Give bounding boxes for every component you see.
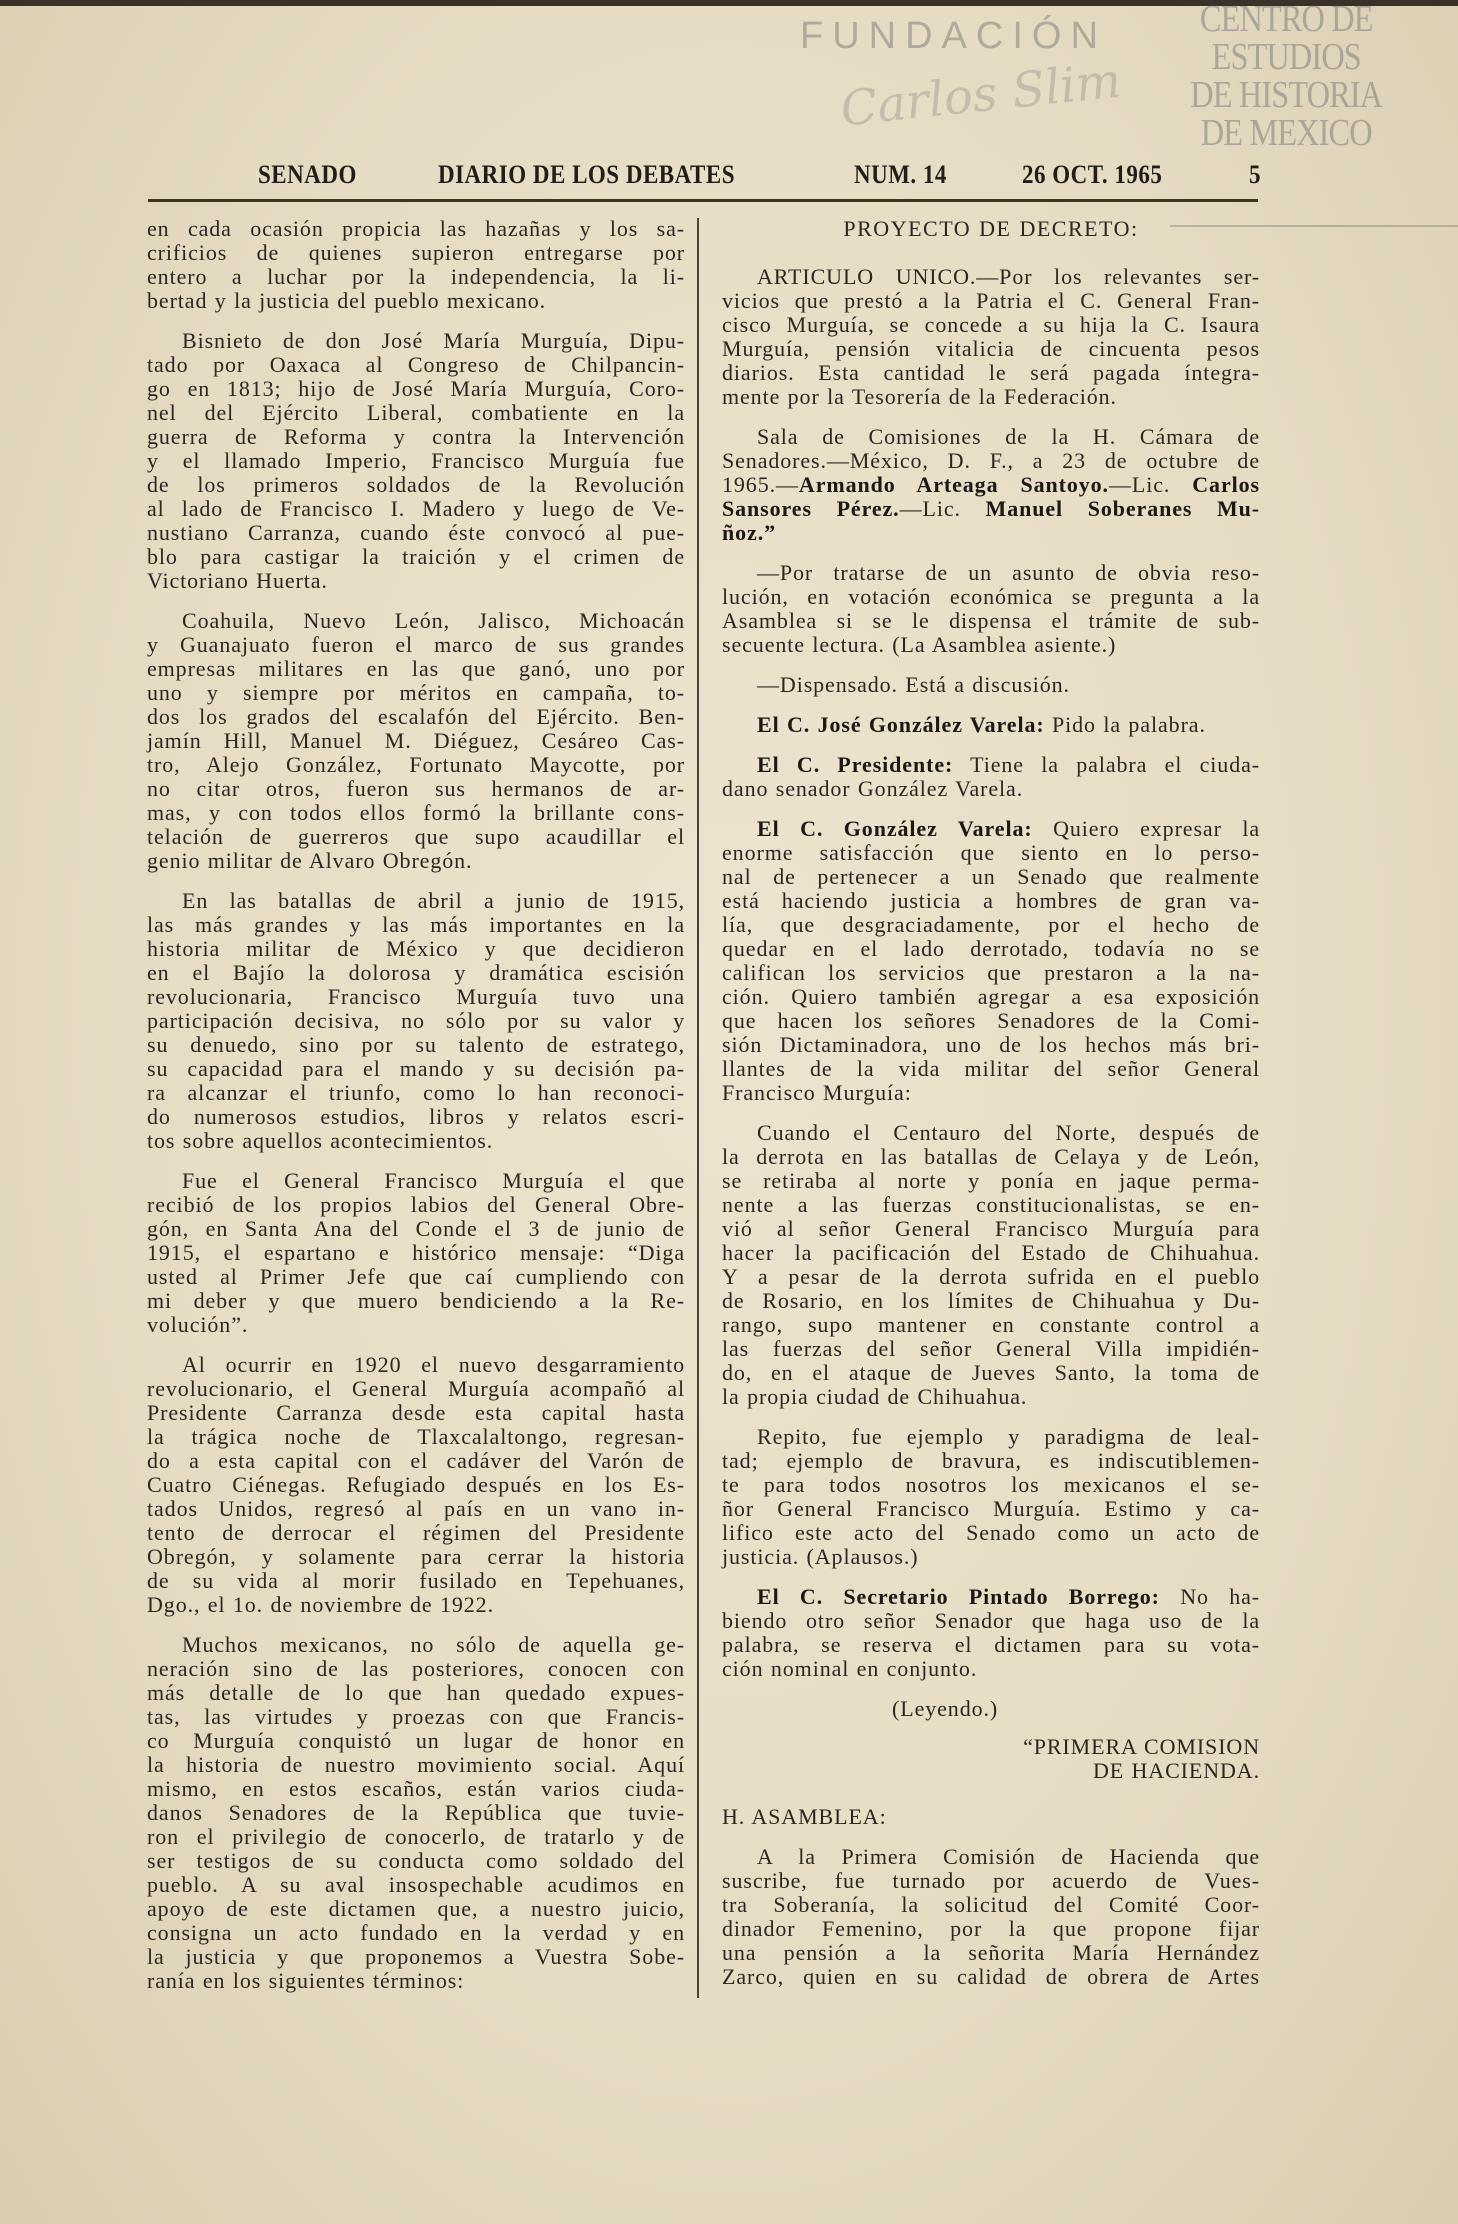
salute-block [722, 1805, 1260, 1829]
text-line: ra alcanzar el triunfo, como lo han reconoci- [147, 1080, 685, 1105]
watermark-foundation: FUNDACIÓN [800, 15, 1107, 57]
text-line: guerra de Reforma y contra la Intervención [147, 424, 685, 449]
text-line: “PRIMERA COMISION [1023, 1734, 1260, 1759]
watermark-line: CENTRO DE [1199, 0, 1373, 40]
text-line: DE HACIENDA. [1092, 1758, 1260, 1783]
speaker-name: Carlos [1192, 472, 1260, 497]
text-line: Coahuila, Nuevo León, Jalisco, Michoacán [182, 608, 685, 633]
running-header [0, 160, 1458, 190]
text-line: ranía en los siguientes términos: [147, 1968, 465, 1993]
text-line: que hacen los señores Senadores de la Comi- [722, 1008, 1260, 1033]
text-line: do numerosos estudios, libros y relatos escri- [147, 1104, 685, 1129]
text-line: las más grandes y las más importantes en la [147, 912, 685, 937]
text-line: lía, que desgraciadamente, por el hecho de [722, 912, 1260, 937]
text-run: Tiene la palabra el ciuda- [953, 752, 1260, 777]
left-column [147, 217, 685, 1993]
text-line: telación de guerreros que supo acaudillar el [147, 824, 685, 849]
text-line: danos Senadores de la República que tuvie- [147, 1800, 685, 1825]
text-line: nente a las fuerzas constitucionalistas, se en- [722, 1192, 1260, 1217]
text-line: está haciendo justicia a hombres de gran va- [722, 888, 1260, 913]
text-line: la trágica noche de Tlaxcalaltongo, regresan- [147, 1424, 685, 1449]
text-line: en cada ocasión propicia las hazañas y los sa- [147, 216, 685, 241]
text-line: nel del Ejército Liberal, combatiente en la [147, 400, 685, 425]
text-line: Zarco, quien en su calidad de obrera de Artes [722, 1964, 1260, 1989]
paragraph-block [722, 1585, 1260, 1681]
text-line: lifico este acto del Senado como un acto de [722, 1520, 1260, 1545]
paragraph-block [722, 817, 1260, 1105]
text-line [722, 521, 1260, 545]
speaker-name: El C. Secretario Pintado Borrego: [757, 1584, 1160, 1609]
text-line: genio militar de Alvaro Obregón. [147, 848, 473, 873]
text-line: tento de derrocar el régimen del Presidente [147, 1520, 685, 1545]
text-line: entero a luchar por la independencia, la li- [147, 264, 685, 289]
paragraph-block [722, 1121, 1260, 1409]
text-line: historia militar de México y que decidieron [147, 936, 685, 961]
paragraph-block [722, 561, 1260, 657]
text-line: usted al Primer Jefe que caí cumpliendo con [147, 1264, 685, 1289]
text-run: No ha- [1159, 1584, 1261, 1609]
text-line: H. ASAMBLEA: [722, 1804, 887, 1829]
text-line: A la Primera Comisión de Hacienda que [757, 1844, 1260, 1869]
text-line: una pensión a la señorita María Hernández [722, 1940, 1260, 1965]
header-date: 26 OCT. 1965 [1022, 160, 1163, 189]
text-line: consigna un acto fundado en la verdad y en [147, 1920, 685, 1945]
text-line: lución, en votación económica se pregunta a la [722, 584, 1260, 609]
text-line: ron el privilegio de conocerlo, de tratarlo y de [147, 1824, 685, 1849]
text-line: y Guanajuato fueron el marco de sus grandes [147, 632, 685, 657]
text-line: quedar en el lado derrotado, todavía no se [722, 936, 1260, 961]
text-line [722, 497, 1260, 521]
text-line: de su vida al morir fusilado en Tepehuanes, [147, 1568, 685, 1593]
text-line: tro, Alejo González, Fortunato Maycotte, por [147, 752, 685, 777]
paragraph-block [722, 1845, 1260, 1989]
speaker-name: El C. Presidente: [757, 752, 954, 777]
text-line: suscribe, fue turnado por acuerdo de Vues- [722, 1868, 1260, 1893]
paragraph-block [147, 329, 685, 593]
text-line: crificios de quienes supieron entregarse por [147, 240, 685, 265]
text-line: Asamblea si se le dispensa el trámite de sub- [722, 608, 1260, 633]
watermark-signature: Carlos Slim [837, 52, 1124, 138]
text-line [722, 473, 1260, 497]
sig-block [722, 1735, 1260, 1783]
text-line: ARTICULO UNICO.—Por los relevantes ser- [757, 264, 1260, 289]
text-line: revolucionaria, Francisco Murguía tuvo una [147, 984, 685, 1009]
text-line: tad; ejemplo de bravura, es indiscutiblemen- [722, 1448, 1260, 1473]
text-run: —Lic. [899, 496, 986, 521]
text-line: Bisnieto de don José María Murguía, Dipu- [182, 328, 685, 353]
text-run: Pido la palabra. [1044, 712, 1206, 737]
paragraph-block [722, 713, 1260, 737]
text-line: co Murguía conquistó un lugar de honor en [147, 1728, 685, 1753]
text-line: mismo, en estos escaños, están varios ciuda- [147, 1776, 685, 1801]
text-line: ción nominal en conjunto. [722, 1656, 978, 1681]
text-line: dos los grados del escalafón del Ejército. Ben- [147, 704, 685, 729]
text-line: Cuatro Ciénegas. Refugiado después en los Es- [147, 1472, 685, 1497]
text-line: ser testigos de su conducta como soldado del [147, 1848, 685, 1873]
text-line: cisco Murguía, se concede a su hija la C. Isaura [722, 312, 1260, 337]
text-line: go en 1813; hijo de José María Murguía, Coro- [147, 376, 685, 401]
text-line: ñor General Francisco Murguía. Estimo y ca- [722, 1496, 1260, 1521]
text-line: Cuando el Centauro del Norte, después de [757, 1120, 1260, 1145]
text-line: justicia. (Aplausos.) [722, 1544, 919, 1569]
text-line [722, 817, 1260, 841]
text-line: tas, las virtudes y proezas con que Francis- [147, 1704, 685, 1729]
text-line: tados Unidos, regresó al país en un vano in- [147, 1496, 685, 1521]
text-line: empresas militares en las que ganó, uno por [147, 656, 685, 681]
text-line: uno y siempre por méritos en campaña, to- [147, 680, 685, 705]
text-line: blo para castigar la traición y el crimen de [147, 544, 685, 569]
text-line: Repito, fue ejemplo y paradigma de leal- [757, 1424, 1260, 1449]
text-line: secuente lectura. (La Asamblea asiente.) [722, 632, 1117, 657]
text-line: su capacidad para el mando y su decisión pa- [147, 1056, 685, 1081]
text-line: —Dispensado. Está a discusión. [757, 672, 1070, 697]
text-line: biendo otro señor Senador que haga uso de la [722, 1608, 1260, 1633]
text-line: participación decisiva, no sólo por su valor y [147, 1008, 685, 1033]
text-line: —Por tratarse de un asunto de obvia reso- [757, 560, 1260, 585]
text-line: no citar otros, fueron sus hermanos de ar- [147, 776, 685, 801]
text-line: su denuedo, sino por su talento de estratego, [147, 1032, 685, 1057]
header-section: SENADO [258, 160, 357, 189]
text-line: te para todos nosotros los mexicanos el se- [722, 1472, 1260, 1497]
text-line: hacer la pacificación del Estado de Chihuahua. [722, 1240, 1260, 1265]
text-line: do a esta capital con el cadáver del Varón de [147, 1448, 685, 1473]
text-line: Victoriano Huerta. [147, 568, 328, 593]
text-line: apoyo de este dictamen que, a nuestro juicio, [147, 1896, 685, 1921]
text-line: la derrota en las batallas de Celaya y de León, [722, 1144, 1260, 1169]
text-line: recibió de los propios labios del General Obre- [147, 1192, 685, 1217]
text-line: la historia de nuestro movimiento social. Aquí [147, 1752, 685, 1777]
text-line: nustiano Carranza, cuando éste convocó al pue- [147, 520, 685, 545]
speaker-name: Sansores Pérez. [722, 496, 900, 521]
text-line: Murguía, pensión vitalicia de cincuenta pesos [722, 336, 1260, 361]
text-line: Obregón, y solamente para cerrar la historia [147, 1544, 685, 1569]
text-line: llantes de la vida militar del señor General [722, 1056, 1260, 1081]
text-line: la propia ciudad de Chihuahua. [722, 1384, 1028, 1409]
text-line: dinador Femenino, por la que propone fijar [722, 1916, 1260, 1941]
text-line: mas, y con todos ellos formó la brillante cons- [147, 800, 685, 825]
paragraph-block [147, 609, 685, 873]
watermark-line: DE HISTORIA [1190, 74, 1383, 116]
text-run: —Lic. [1108, 472, 1193, 497]
text-line: la justicia y que proponemos a Vuestra Sobe- [147, 1944, 685, 1969]
text-line: dano senador González Varela. [722, 776, 1024, 801]
text-line: gón, en Santa Ana del Conde el 3 de junio de [147, 1216, 685, 1241]
column-divider [697, 218, 699, 1998]
text-line: enorme satisfacción que siento en lo perso- [722, 840, 1260, 865]
header-number: NUM. 14 [854, 160, 947, 189]
text-line: Fue el General Francisco Murguía el que [182, 1168, 685, 1193]
text-line: palabra, se reserva el dictamen para su vota- [722, 1632, 1260, 1657]
text-line: tos sobre aquellos acontecimientos. [147, 1128, 494, 1153]
text-line: Al ocurrir en 1920 el nuevo desgarramiento [182, 1352, 685, 1377]
text-line: de Rosario, en los límites de Chihuahua y Du- [722, 1288, 1260, 1313]
text-line: al lado de Francisco I. Madero y luego de Ve- [147, 496, 685, 521]
text-line [722, 753, 1260, 777]
text-line: Francisco Murguía: [722, 1080, 912, 1105]
text-line: más detalle de lo que han quedado expues- [147, 1680, 685, 1705]
continuation-block [147, 217, 685, 313]
text-line: califican los servicios que prestaron a la na- [722, 960, 1260, 985]
speaker-name: Armando Arteaga Santoyo. [798, 472, 1109, 497]
text-line: de los primeros soldados de la Revolución [147, 472, 685, 497]
text-line: rango, supo mantener en constante control a [722, 1312, 1260, 1337]
paragraph-block [722, 1425, 1260, 1569]
text-line: Y a pesar de la derrota sufrida en el pueblo [722, 1264, 1260, 1289]
watermark-line: DE MEXICO [1200, 112, 1372, 154]
paragraph-block [722, 425, 1260, 545]
stage-block [722, 1697, 1260, 1721]
text-line: Muchos mexicanos, no sólo de aquella ge- [182, 1632, 685, 1657]
text-run: 1965.— [722, 472, 799, 497]
header-page-number: 5 [1249, 160, 1261, 189]
text-line: Presidente Carranza desde esta capital hasta [147, 1400, 685, 1425]
text-line: Senadores.—México, D. F., a 23 de octubre de [722, 448, 1260, 473]
text-line: En las batallas de abril a junio de 1915, [182, 888, 685, 913]
paragraph-block [147, 889, 685, 1153]
text-line: revolucionario, el General Murguía acompañó al [147, 1376, 685, 1401]
paragraph-block [147, 1169, 685, 1337]
text-line: neración sino de las posteriores, conocen con [147, 1656, 685, 1681]
text-line: tra Soberanía, la solicitud del Comité Coor- [722, 1892, 1260, 1917]
paragraph-block [722, 673, 1260, 697]
speaker-name: El C. González Varela: [757, 816, 1033, 841]
paragraph-block [722, 753, 1260, 801]
speaker-name: ñoz.” [722, 520, 776, 545]
speaker-name: El C. José González Varela: [757, 712, 1045, 737]
text-line: las fuerzas del señor General Villa impidién- [722, 1336, 1260, 1361]
text-line: pueblo. A su aval insospechable acudimos en [147, 1872, 685, 1897]
text-line: vicios que prestó a la Patria el C. General Fran- [722, 288, 1260, 313]
text-line: mi deber y que muero bendiciendo a la Re- [147, 1288, 685, 1313]
text-line: en el Bajío la dolorosa y dramática escisión [147, 960, 685, 985]
text-line: Dgo., el 1o. de noviembre de 1922. [147, 1592, 494, 1617]
header-publication: DIARIO DE LOS DEBATES [438, 160, 736, 189]
speaker-name: Manuel Soberanes Mu- [985, 496, 1261, 521]
header-rule [148, 199, 1258, 202]
text-line: PROYECTO DE DECRETO: [843, 216, 1139, 241]
text-line: y el llamado Imperio, Francisco Murguía fue [147, 448, 685, 473]
section-heading [722, 217, 1260, 241]
text-line: ción. Quiero también agregar a esa exposición [722, 984, 1260, 1009]
text-line: (Leyendo.) [892, 1696, 999, 1721]
paragraph-block [147, 1633, 685, 1993]
text-line: nal de pertenecer a un Senado que realmente [722, 864, 1260, 889]
text-line: sión Dictaminadora, uno de los hechos más bri- [722, 1032, 1260, 1057]
text-line: diarios. Esta cantidad le será pagada íntegra- [722, 360, 1260, 385]
text-line: Sala de Comisiones de la H. Cámara de [757, 424, 1260, 449]
text-line: jamín Hill, Manuel M. Diéguez, Cesáreo Cas- [147, 728, 685, 753]
text-line: se retiraba al norte y ponía en jaque perma- [722, 1168, 1260, 1193]
paragraph-block [147, 1353, 685, 1617]
text-line [722, 1585, 1260, 1609]
text-line: tado por Oaxaca al Congreso de Chilpancin- [147, 352, 685, 377]
right-column [722, 217, 1260, 1989]
text-run: Quiero expresar la [1032, 816, 1260, 841]
watermark-line: ESTUDIOS [1211, 36, 1361, 78]
text-line: mente por la Tesorería de la Federación. [722, 384, 1117, 409]
text-line: vió al señor General Francisco Murguía para [722, 1216, 1260, 1241]
text-line: 1915, el espartano e histórico mensaje: “Diga [147, 1240, 685, 1265]
text-line: bertad y la justicia del pueblo mexicano. [147, 288, 547, 313]
text-line: volución”. [147, 1312, 249, 1337]
paragraph-block [722, 265, 1260, 409]
text-line: do, en el ataque de Jueves Santo, la toma de [722, 1360, 1260, 1385]
text-line [722, 713, 1260, 737]
